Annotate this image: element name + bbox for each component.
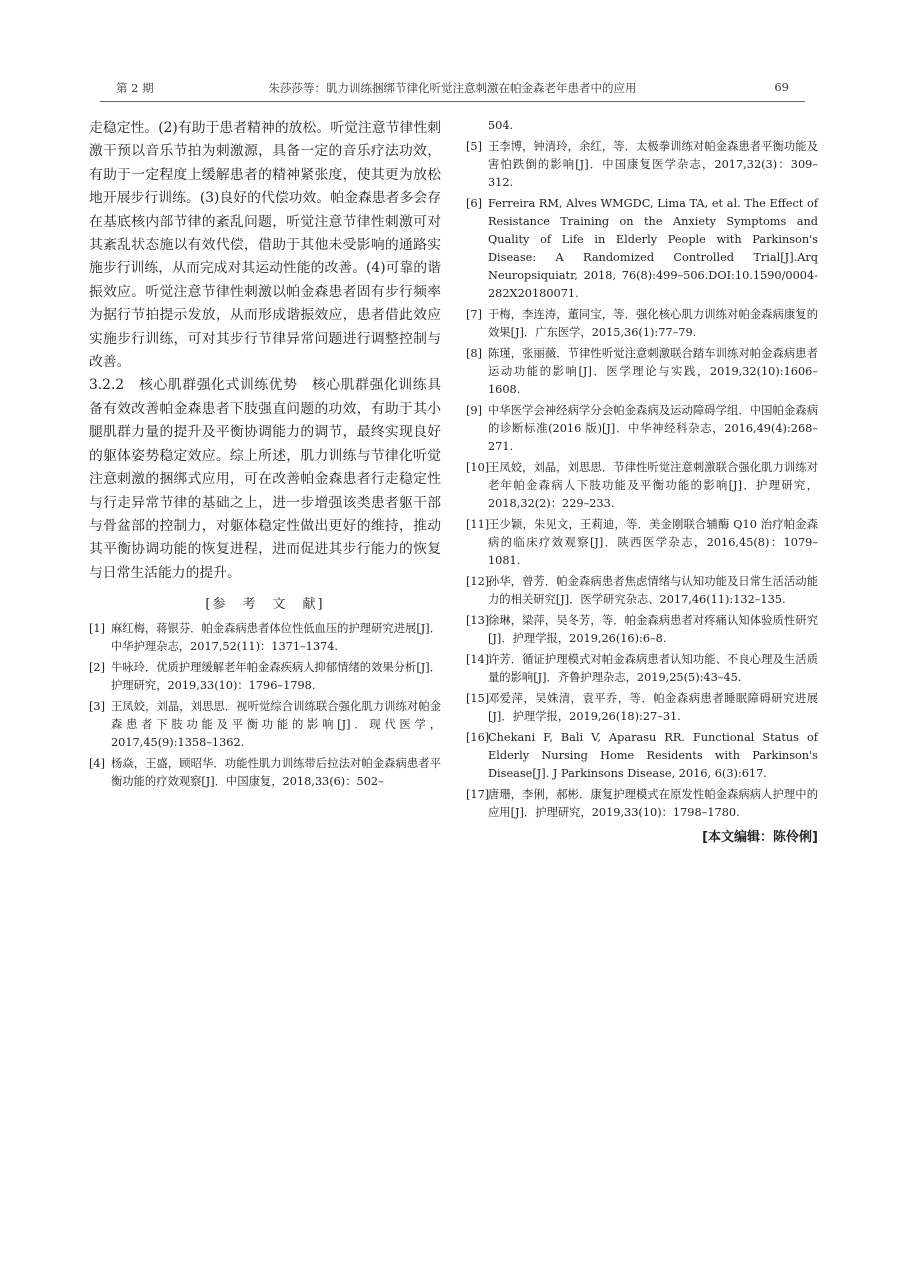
page-number: 69 — [774, 80, 789, 94]
reference-item — [466, 729, 818, 783]
reference-text: 孙华，曾芳．帕金森病患者焦虑情绪与认知功能及日常生活活动能力的相关研究[J]．医学研究杂志、2017,46(11):132–135. — [488, 575, 818, 606]
reference-number: [9] — [466, 404, 483, 417]
reference-text: 中华医学会神经病学分会帕金森病及运动障碍学组．中国帕金森病的诊断标准(2016 版)[J]．中华神经科杂志，2016,49(4):268–271. — [488, 404, 818, 453]
left-column — [89, 117, 441, 794]
reference-text: 王凤姣，刘晶，刘思思．视听觉综合训练联合强化肌力训练对帕金森患者下肢功能及平衡功能的影响[J]．现代医学，2017,45(9):1358–1362. — [111, 700, 441, 750]
reference-text: 王少颖，朱见文，王莉迪，等．美金刚联合辅酶 Q10 治疗帕金森病的临床疗效观察[J]．陕西医学杂志，2016,45(8)：1079–1081. — [488, 518, 818, 567]
reference-text: Ferreira RM, Alves WMGDC, Lima TA, et al. The Effect of Resistance Training on the Anxiety Symptoms and Quality of Life in Elderly People with Parkinson's Disease: A Randomized Controlled Trial[J].Arq Neuropsiquiatr, 2018, 76(8):499–506.DOI:10.1590/0004-282X20180071. — [488, 197, 818, 300]
reference-text: 牛咏玲．优质护理缓解老年帕金森疾病人抑郁情绪的效果分析[J]．护理研究，2019,33(10)：1796–1798. — [111, 661, 441, 693]
running-title: 朱莎莎等：肌力训练捆绑节律化听觉注意刺激在帕金森老年患者中的应用 — [268, 81, 637, 95]
reference-item — [466, 786, 818, 822]
reference-number: [10] — [466, 461, 490, 474]
body-paragraph: 走稳定性。(2)有助于患者精神的放松。听觉注意节律性刺激干预以音乐节拍为刺激源，具备一定的音乐疗法功效，有助于一定程度上缓解患者的精神紧张度，使其更为放松地开展步行训练。(3)良好的代偿功效。帕金森患者多会存在基底核内部节律的紊乱问题，听觉注意节律性刺激可对其紊乱状态施以有效代偿，借助于其他未受影响的通路实施步行训练，从而完成对其运动性能的改善。(4)可靠的谐振效应。听觉注意节律性刺激以帕金森患者固有步行频率为据行节拍提示发放，从而形成谐振效应，患者借此效应实施步行训练，可对其步行节律异常问题进行调整控制与改善。 — [89, 120, 441, 371]
reference-item — [466, 690, 818, 726]
reference-text: 邓爱萍，吴姝清，袁平乔，等．帕金森病患者睡眠障碍研究进展[J]．护理学报，2019,26(18):27–31. — [488, 692, 818, 723]
reference-item — [466, 573, 818, 609]
reference-text: 王凤姣，刘晶，刘思思．节律性听觉注意刺激联合强化肌力训练对老年帕金森病人下肢功能及平衡功能的影响[J]．护理研究，2018,32(2)：229–233. — [488, 461, 818, 510]
reference-number: [14] — [466, 653, 490, 666]
reference-text: 麻红梅，蒋银芬．帕金森病患者体位性低血压的护理研究进展[J]．中华护理杂志，2017,52(11)：1371–1374. — [111, 622, 441, 654]
reference-text: 杨焱，王盛，顾昭华．功能性肌力训练带后拉法对帕金森病患者平衡功能的疗效观察[J]．中国康复，2018,33(6)：502– — [111, 757, 441, 789]
reference-text: 王李博，钟清玲，余红，等．太极拳训练对帕金森患者平衡功能及害怕跌倒的影响[J]．中国康复医学杂志，2017,32(3)：309–312. — [488, 140, 818, 189]
reference-item — [89, 698, 441, 752]
reference-number: [17] — [466, 788, 490, 801]
running-header — [88, 80, 817, 100]
reference-number: [6] — [466, 197, 483, 210]
reference-number: [8] — [466, 347, 483, 360]
editor-credit: [本文编辑：陈伶俐] — [702, 830, 818, 845]
reference-item — [466, 195, 818, 303]
reference-item — [466, 402, 818, 456]
reference-text: 于梅，李连涛，董同宝，等．强化核心肌力训练对帕金森病康复的效果[J]．广东医学，2015,36(1):77–79. — [488, 308, 818, 339]
reference-item — [89, 755, 441, 791]
reference-item — [466, 306, 818, 342]
issue-label: 第 2 期 — [116, 81, 154, 95]
reference-number: [2] — [89, 661, 106, 675]
reference-item — [466, 612, 818, 648]
reference-text: 许芳．循证护理模式对帕金森病患者认知功能、不良心理及生活质量的影响[J]．齐鲁护理杂志，2019,25(5):43–45. — [488, 653, 818, 684]
reference-continuation: 504. — [488, 119, 514, 132]
reference-item — [466, 345, 818, 399]
reference-item — [89, 620, 441, 656]
reference-number: [11] — [466, 518, 490, 531]
reference-number: [12] — [466, 575, 490, 588]
reference-item — [466, 516, 818, 570]
section-body: 核心肌群强化训练具备有效改善帕金森患者下肢强直问题的功效，有助于其小腿肌群力量的提升及平衡协调能力的调节，最终实现良好的躯体姿势稳定效应。综上所述，肌力训练与节律化听觉注意刺激的捆绑式应用，可在改善帕金森患者行走稳定性与行走异常节律的基础之上，进一步增强该类患者躯干部与骨盆部的控制力，对躯体稳定性做出更好的维持，推动其平衡协调功能的恢复进程，进而促进其步行能力的恢复与日常生活能力的提升。 — [89, 377, 441, 581]
reference-number: [7] — [466, 308, 483, 321]
reference-number: [5] — [466, 140, 483, 153]
reference-list-left — [89, 620, 441, 791]
reference-text: 徐琳，梁萍，吴冬芳，等．帕金森病患者对疼痛认知体验质性研究[J]．护理学报，2019,26(16):6–8. — [488, 614, 818, 645]
reference-item — [466, 459, 818, 513]
reference-item — [89, 659, 441, 695]
reference-number: [4] — [89, 757, 106, 771]
reference-number: [15] — [466, 692, 490, 705]
reference-number: [1] — [89, 622, 106, 636]
section-paragraph — [89, 374, 441, 585]
reference-item — [466, 651, 818, 687]
reference-item — [466, 138, 818, 192]
reference-number: [16] — [466, 731, 490, 744]
header-rule — [100, 101, 805, 102]
reference-text: 唐珊，李俐，郝彬．康复护理模式在原发性帕金森病病人护理中的应用[J]．护理研究，2019,33(10)：1798–1780. — [488, 788, 818, 819]
right-column — [466, 117, 818, 845]
reference-text: 陈瑾，张丽薇．节律性听觉注意刺激联合踏车训练对帕金森病患者运动功能的影响[J]．医学理论与实践，2019,32(10):1606–1608. — [488, 347, 818, 396]
reference-text: Chekani F, Bali V, Aparasu RR. Functional Status of Elderly Nursing Home Residents with Parkinson's Disease[J]. J Parkinsons Disease, 2016, 6(3):617. — [488, 731, 818, 780]
references-title: [参 考 文 献] — [205, 597, 325, 613]
reference-number: [3] — [89, 700, 106, 714]
section-heading: 3.2.2 核心肌群强化式训练优势 — [89, 377, 298, 394]
reference-list-right — [466, 138, 818, 822]
reference-number: [13] — [466, 614, 490, 627]
